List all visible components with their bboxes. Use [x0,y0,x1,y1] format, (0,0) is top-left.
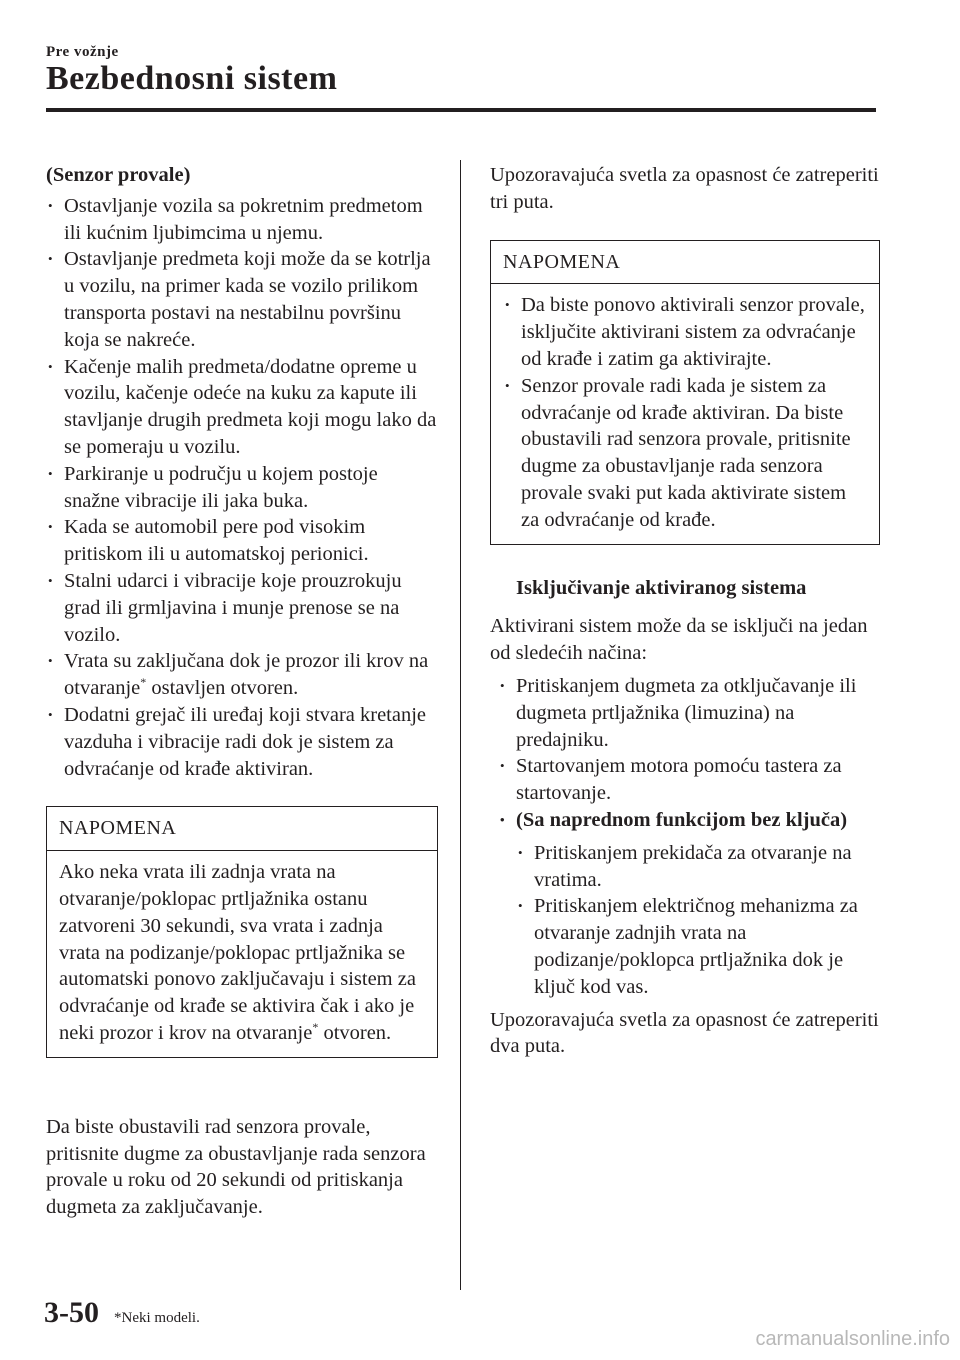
footnote: *Neki modeli. [114,1310,200,1326]
list-item: • Startovanjem motora pomoću tastera za startovanje. [498,753,880,807]
section-title: Isključivanje aktiviranog sistema [516,576,807,599]
page-number: 3-50 [44,1296,99,1329]
list-item: • Ostavljanje predmeta koji može da se kotrlja u vozilu, na primer kada se vozilo prilikom transporta postavi na nestabilnu površinu koja se nakreće. [46,246,438,353]
keyless-methods-list [490,840,880,1001]
note-label: NAPOMENA [47,807,437,851]
suspend-instructions: Da biste obustavili rad senzora provale, pritisnite dugme za obustavljanje rada senzora provale u roku od 20 sekundi od pritiskanja dugmeta za zaključavanje. [46,1115,426,1219]
footnote-marker: * [312,1020,319,1035]
note-text: otvoren. [318,1021,392,1044]
list-item: • Stalni udarci i vibracije koje prouzrokuju grad ili grmljavina i munje prenose se na vozilo. [46,568,438,648]
list-item-text: Vrata su zaključana dok je prozor ili krov na otvaranje [64,650,429,700]
section-intro: Aktivirani sistem može da se isključi na jedan od sledećih načina: [490,615,868,665]
list-item: • Kačenje malih predmeta/dodatne opreme u vozilu, kačenje odeće na kuku za kapute ili stavljanje drugih predmeta koji mogu lako da se pomeraju u vozilu. [46,354,438,461]
note-body [47,851,437,1057]
column-divider [460,160,461,1290]
note-label: NAPOMENA [491,241,879,285]
note-list [503,292,867,533]
list-item: • Kada se automobil pere pod visokim pritiskom ili u automatskoj perionici. [46,514,438,568]
list-item: • Pritiskanjem dugmeta za otključavanje ili dugmeta prtljažnika (limuzina) na predajniku. [498,673,880,753]
header-divider [46,108,876,112]
list-item: • Pritiskanjem električnog mehanizma za otvaranje zadnjih vrata na podizanje/poklopca prtljažnika dok je ključ kod vas. [516,893,880,1000]
footnote-marker: * [140,675,147,690]
note-box [490,240,880,545]
right-column [490,162,880,1060]
list-item: • Da biste ponovo aktivirali senzor provale, isključite aktivirani sistem za odvraćanje od krađe i zatim ga aktivirajte. [503,292,867,372]
list-item-text: ostavljen otvoren. [146,677,299,700]
note-body [491,284,879,543]
note-text: Ako neka vrata ili zadnja vrata na otvaranje/poklopac prtljažnika ostanu zatvoreni 30 sekundi, sva vrata i zadnja vrata na podizanje/poklopac prtljažnika se automatski ponovo zaključavaju i sistem za odvraćanje od krađe se aktivira čak i ako je neki prozor i krov na otvaranje [59,861,416,1044]
hazard-lights-three: Upozoravajuća svetla za opasnost će zatreperiti tri puta. [490,164,879,213]
list-item: • Ostavljanje vozila sa pokretnim predmetom ili kućnim ljubimcima u njemu. [46,193,438,247]
hazard-lights-two: Upozoravajuća svetla za opasnost će zatreperiti dva puta. [490,1008,879,1058]
list-item: • (Sa naprednom funkcijom bez ključa) [498,807,880,834]
note-box [46,806,438,1057]
intrusion-causes-list [46,193,438,783]
section-label: Pre vožnje [46,44,119,60]
deactivate-methods-list [490,673,880,834]
watermark: carmanualsonline.info [755,1328,950,1350]
list-item: • Pritiskanjem prekidača za otvaranje na vratima. [516,840,880,894]
page-title: Bezbednosni sistem [46,60,338,97]
left-column [46,162,438,1221]
intrusion-sensor-subhead: (Senzor provale) [46,164,191,186]
list-item [46,648,438,702]
list-item: • Senzor provale radi kada je sistem za odvraćanje od krađe aktiviran. Da biste obustavili rad senzora provale, pritisnite dugme za obustavljanje rada senzora provale svaki put kada aktivirate sistem za odvraćanje od krađe. [503,373,867,534]
list-item: • Dodatni grejač ili uređaj koji stvara kretanje vazduha i vibracije radi dok je sistem za odvraćanje od krađe aktiviran. [46,702,438,782]
list-item: • Parkiranje u području u kojem postoje snažne vibracije ili jaka buka. [46,461,438,515]
